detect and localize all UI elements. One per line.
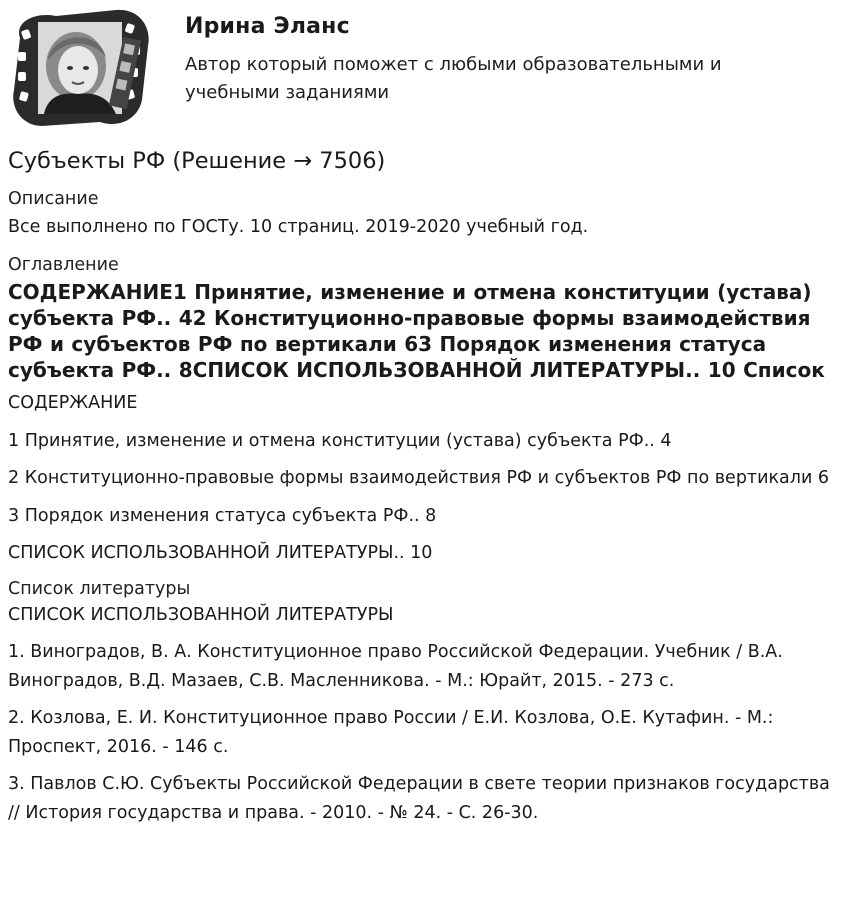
toc-item: 2 Конституционно-правовые формы взаимодействия РФ и субъектов РФ по вертикали 6	[8, 468, 830, 488]
author-name[interactable]: Ирина Эланс	[185, 14, 350, 39]
toc-item: СПИСОК ИСПОЛЬЗОВАННОЙ ЛИТЕРАТУРЫ.. 10	[8, 543, 433, 563]
toc-item: 3 Порядок изменения статуса субъекта РФ.. 8	[8, 505, 437, 526]
document-content	[8, 145, 838, 827]
author-avatar[interactable]	[8, 8, 152, 126]
author-card	[8, 8, 838, 128]
description-label: Описание	[8, 189, 99, 209]
document-title: Субъекты РФ (Решение → 7506)	[8, 148, 386, 174]
toc-item: СОДЕРЖАНИЕ	[8, 393, 138, 413]
toc-summary: СОДЕРЖАНИЕ1 Принятие, изменение и отмена конституции (устава) субъекта РФ.. 42 Конституционно-правовые формы взаимодействия РФ и субъектов РФ по вертикали 63 Порядок изменения статуса субъекта РФ.. 8СПИСОК ИСПОЛЬЗОВАННОЙ ЛИТЕРАТУРЫ.. 10 Список	[8, 280, 825, 382]
toc-label: Оглавление	[8, 255, 119, 275]
literature-item: 3. Павлов С.Ю. Субъекты Российской Федерации в свете теории признаков государства // История государства и права. - 2010. - № 24. - С. 26-30.	[8, 774, 830, 823]
author-description: Автор который поможет с любыми образовательными и учебными заданиями	[185, 54, 722, 103]
toc-item: 1 Принятие, изменение и отмена конституции (устава) субъекта РФ.. 4	[8, 430, 672, 451]
literature-item: 1. Виноградов, В. А. Конституционное право Российской Федерации. Учебник / В.А. Виноградов, В.Д. Мазаев, С.В. Масленникова. - М.: Юрайт, 2015. - 273 с.	[8, 642, 783, 691]
literature-heading: СПИСОК ИСПОЛЬЗОВАННОЙ ЛИТЕРАТУРЫ	[8, 604, 394, 625]
literature-label: Список литературы	[8, 578, 191, 599]
description-text: Все выполнено по ГОСТу. 10 страниц. 2019-2020 учебный год.	[8, 217, 589, 237]
literature-item: 2. Козлова, Е. И. Конституционное право России / Е.И. Козлова, О.Е. Кутафин. - М.: Проспект, 2016. - 146 с.	[8, 708, 774, 757]
